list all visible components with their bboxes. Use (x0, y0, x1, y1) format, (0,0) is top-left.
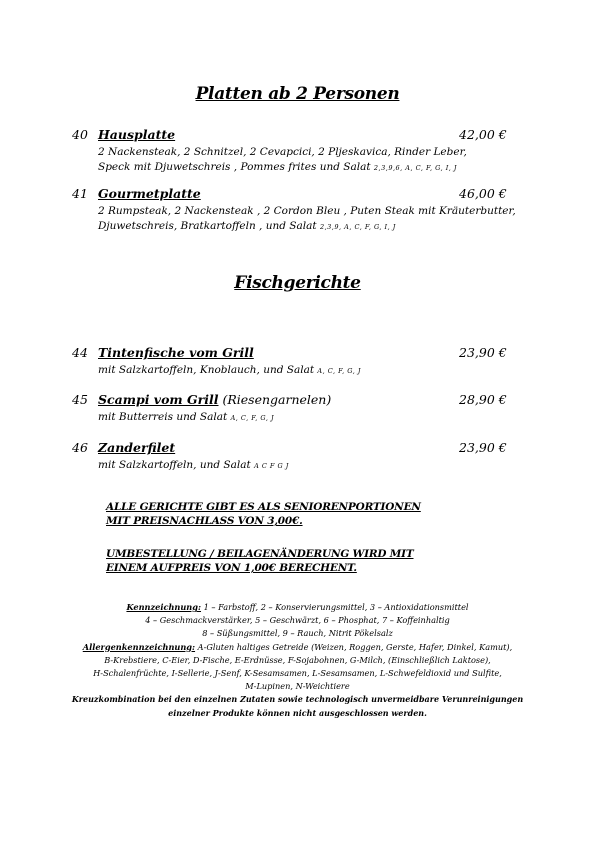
allergen-codes: A, C, F, G, J (317, 367, 361, 375)
allergen-codes: 2,3,9,6, A, C, F, G, I, J (373, 164, 458, 172)
notice-line: MIT PREISNACHLASS VON 3,00€. (106, 515, 303, 527)
allergen-codes: A, C, F, G, J (230, 414, 275, 422)
senior-portion-notice (106, 500, 421, 528)
item-name-text: Zanderfilet (98, 440, 176, 455)
desc-line: Speck mit Djuwetschreis , Pommes frites und Salat (98, 161, 371, 173)
desc-line: mit Butterreis und Salat (98, 411, 228, 423)
item-number: 40 (72, 127, 88, 142)
item-number: 45 (72, 392, 88, 407)
notice-line: ALLE GERICHTE GIBT ES ALS SENIORENPORTIONEN (106, 501, 421, 513)
item-description (98, 458, 289, 474)
item-description (98, 204, 516, 235)
desc-line: mit Salzkartoffeln, und Salat (98, 459, 251, 471)
item-name (98, 440, 175, 455)
legend-line: 8 – Süßungsmittel, 9 – Rauch, Nitrit Pökelsalz (202, 628, 393, 639)
item-name-text: Tintenfische vom Grill (98, 345, 254, 360)
legend-footer: einzelner Produkte können nicht ausgeschlossen werden. (168, 707, 427, 718)
item-name (98, 345, 254, 360)
surcharge-notice (106, 547, 414, 575)
item-price: 23,90 € (459, 345, 507, 360)
legend-line (0, 641, 595, 654)
item-name (98, 392, 331, 407)
item-price: 28,90 € (459, 392, 507, 407)
legend-line: 4 – Geschmackverstärker, 5 – Geschwärzt, 6 – Phosphat, 7 – Koffeinhaltig (145, 615, 450, 626)
desc-line: 2 Nackensteak, 2 Schnitzel, 2 Cevapcici, 2 Pljeskavica, Rinder Leber, (98, 146, 467, 158)
legend-line (0, 601, 595, 614)
legend-line: H-Schalenfrüchte, I-Sellerie, J-Senf, K-Sesamsamen, L-Sesamsamen, L-Schwefeldioxid und Sulfite, (93, 668, 502, 679)
allergen-codes: A C F G J (254, 462, 289, 470)
item-name-extra: (Riesengarnelen) (218, 392, 332, 407)
item-name (98, 127, 175, 142)
item-description (98, 145, 467, 176)
kennzeichnung-label: Kennzeichnung: (126, 602, 202, 612)
item-price: 46,00 € (459, 186, 507, 201)
item-description (98, 410, 274, 426)
desc-line: Djuwetschreis, Bratkartoffeln , und Salat (98, 220, 317, 232)
desc-line-with-allergens (98, 219, 516, 235)
item-description (98, 363, 361, 379)
item-name-text: Scampi vom Grill (98, 392, 219, 407)
desc-line-with-allergens (98, 160, 467, 176)
item-name-text: Gourmetplatte (98, 186, 201, 201)
item-price: 23,90 € (459, 440, 507, 455)
allergen-legend (0, 601, 595, 720)
allergen-label: Allergenkennzeichnung: (82, 641, 196, 652)
legend-text: 1 – Farbstoff, 2 – Konservierungsmittel, 3 – Antioxidationsmittel (201, 602, 469, 612)
legend-footer: Kreuzkombination bei den einzelnen Zutaten sowie technologisch unvermeidbare Verunreinigungen (71, 694, 524, 705)
allergen-codes: 2,3,9, A, C, F, G, I, J (319, 223, 396, 231)
legend-line: B-Krebstiere, C-Eier, D-Fische, E-Erdnüsse, F-Sojabohnen, G-Milch, (Einschließlich Laktose), (104, 654, 491, 665)
item-name (98, 186, 201, 201)
desc-line: 2 Rumpsteak, 2 Nackensteak , 2 Cordon Bleu , Puten Steak mit Kräuterbutter, (98, 205, 516, 217)
item-price: 42,00 € (459, 127, 507, 142)
item-number: 41 (72, 186, 88, 201)
desc-line: mit Salzkartoffeln, Knoblauch, und Salat (98, 364, 315, 376)
item-number: 46 (72, 440, 88, 455)
section-title-fisch: Fischgerichte (234, 273, 361, 293)
item-number: 44 (72, 345, 88, 360)
notice-line: EINEM AUFPREIS VON 1,00€ BERECHENT. (106, 562, 357, 574)
legend-text: A-Gluten haltiges Getreide (Weizen, Roggen, Gerste, Hafer, Dinkel, Kamut), (195, 641, 513, 652)
notice-line: UMBESTELLUNG / BEILAGENÄNDERUNG WIRD MIT (106, 548, 414, 560)
section-title-platten: Platten ab 2 Personen (195, 84, 400, 104)
legend-line: M-Lupinen, N-Weichtiere (245, 681, 350, 692)
item-name-text: Hausplatte (98, 127, 176, 142)
